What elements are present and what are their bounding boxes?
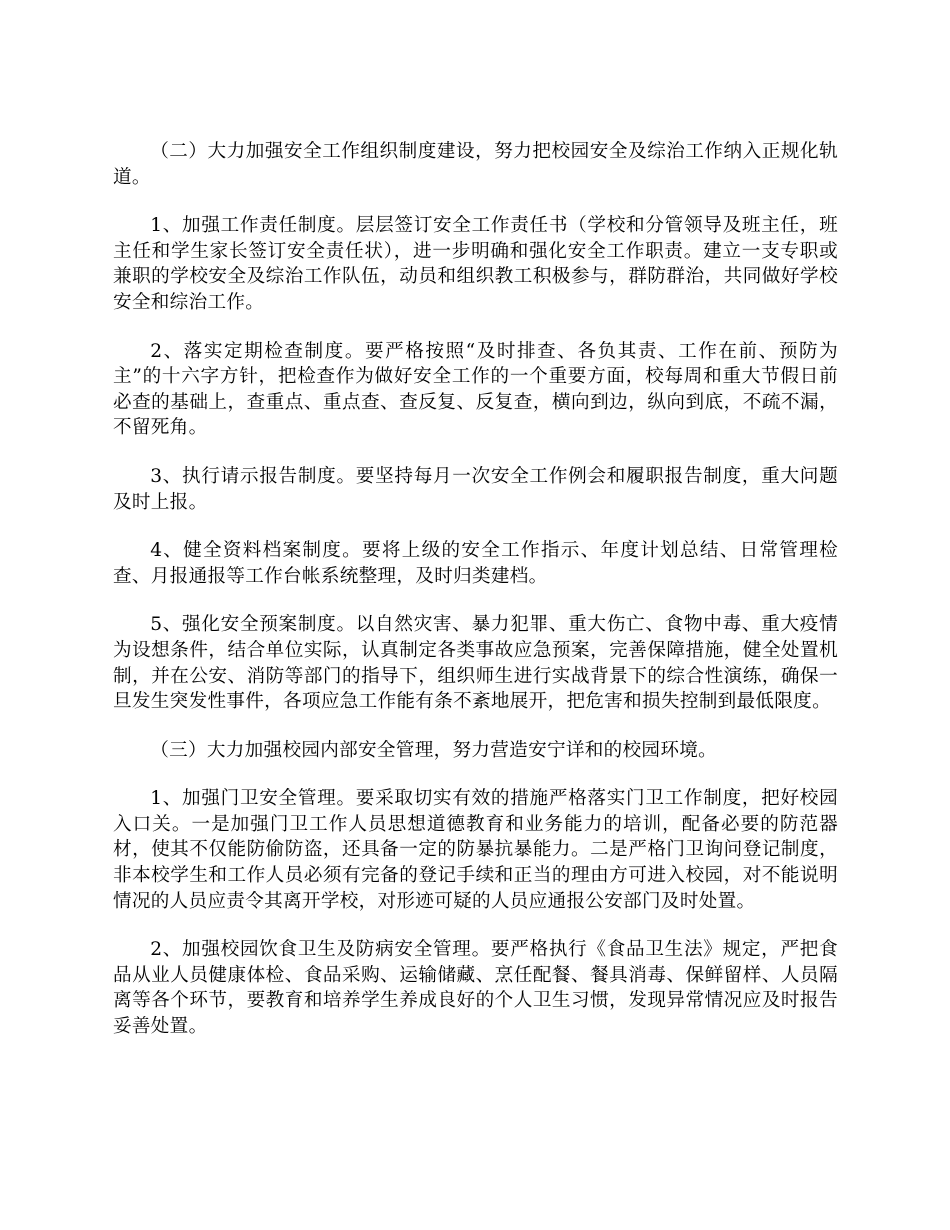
document-body bbox=[113, 139, 838, 1063]
section-heading-2: （二）大力加强安全工作组织制度建设，努力把校园安全及综治工作纳入正规化轨道。 bbox=[113, 141, 838, 188]
paragraph-food-hygiene: 2、加强校园饮食卫生及防病安全管理。要严格执行《食品卫生法》规定，严把食品从业人员健康体检、食品采购、运输储藏、烹任配餐、餐具消毒、保鲜留样、人员隔离等各个环节，要教育和培养学生养成良好的个人卫生习惯，发现异常情况应及时报告妥善处置。 bbox=[113, 939, 838, 1038]
paragraph-report-system: 3、执行请示报告制度。要坚持每月一次安全工作例会和履职报告制度，重大问题及时上报。 bbox=[113, 465, 838, 513]
section-heading-3: （三）大力加强校园内部安全管理，努力营造安宁详和的校园环境。 bbox=[150, 739, 718, 761]
paragraph-archive-system: 4、健全资料档案制度。要将上级的安全工作指示、年度计划总结、日常管理检查、月报通报等工作台帐系统整理，及时归类建档。 bbox=[113, 540, 838, 587]
paragraph-responsibility-system: 1、加强工作责任制度。层层签订安全工作责任书（学校和分管领导及班主任，班主任和学生家长签订安全责任状），进一步明确和强化安全工作职责。建立一支专职或兼职的学校安全及综治工作队伍，动员和组织教工积极参与，群防群治，共同做好学校安全和综治工作。 bbox=[113, 215, 838, 313]
paragraph-emergency-plan: 5、强化安全预案制度。以自然灾害、暴力犯罪、重大伤亡、食物中毒、重大疫情为设想条件，结合单位实际，认真制定各类事故应急预案，完善保障措施，健全处置机制，并在公安、消防等部门的指导下，组织师生进行实战背景下的综合性演练，确保一旦发生突发性事件，各项应急工作能有条不紊地展开，把危害和损失控制到最低限度。 bbox=[113, 614, 838, 713]
paragraph-periodic-inspection: 2、落实定期检查制度。要严格按照“及时排查、各负其责、工作在前、预防为主”的十六字方针，把检查作为做好安全工作的一个重要方面，校每周和重大节假日前必查的基础上，查重点、重点查、查反复、反复查，横向到边，纵向到底，不疏不漏，不留死角。 bbox=[113, 340, 838, 439]
paragraph-gate-security: 1、加强门卫安全管理。要采取切实有效的措施严格落实门卫工作制度，把好校园入口关。一是加强门卫工作人员思想道德教育和业务能力的培训，配备必要的防范器材，使其不仅能防偷防盗，还具备一定的防暴抗暴能力。二是严格门卫询问登记制度，非本校学生和工作人员必须有完备的登记手续和正当的理由方可进入校园，对不能说明情况的人员应责令其离开学校，对形迹可疑的人员应通报公安部门及时处置。 bbox=[113, 788, 838, 912]
